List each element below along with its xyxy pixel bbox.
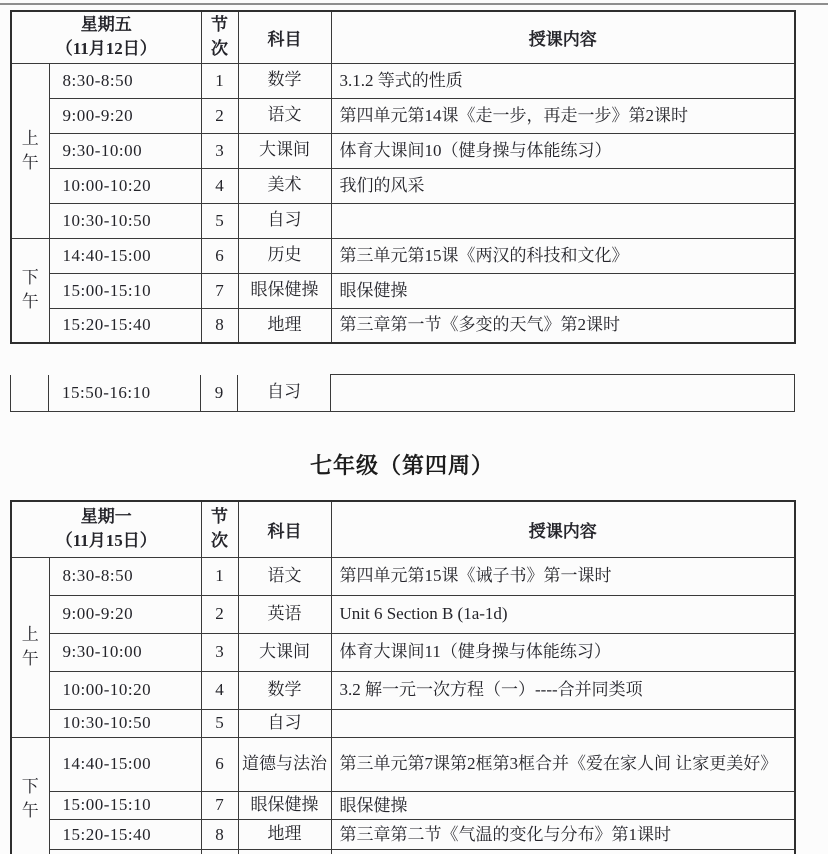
content-cell: 眼保健操 <box>331 273 795 308</box>
day-header <box>11 501 201 557</box>
subject-cell: 眼保健操 <box>238 273 331 308</box>
period-cell <box>201 850 238 854</box>
content-cell: 体育大课间11（健身操与体能练习） <box>331 633 795 671</box>
period-cell: 1 <box>201 63 238 98</box>
period-cell: 5 <box>201 709 238 737</box>
subject-cell: 自习 <box>238 203 331 238</box>
content-cell: 第三单元第7课第2框第3框合并《爱在家人间 让家更美好》 <box>331 737 795 791</box>
day-name: 星期五 <box>80 14 132 34</box>
period-cell: 1 <box>201 557 238 595</box>
period-cell: 8 <box>201 820 238 850</box>
subject-cell: 地理 <box>238 308 331 343</box>
time-cell: 14:40-15:00 <box>49 737 201 791</box>
schedule-row <box>11 238 795 273</box>
time-cell: 15:00-15:10 <box>49 273 201 308</box>
period-header <box>201 501 238 557</box>
schedule-row <box>11 98 795 133</box>
time-cell: 9:30-10:00 <box>49 133 201 168</box>
content-cell <box>331 203 795 238</box>
subject-cell <box>238 850 331 854</box>
time-cell: 10:00-10:20 <box>49 671 201 709</box>
schedule-row <box>11 737 795 791</box>
period-cell: 7 <box>201 791 238 820</box>
schedule-row <box>11 168 795 203</box>
schedule-row <box>11 791 795 820</box>
schedule-row <box>11 203 795 238</box>
page-top-rule <box>0 3 828 5</box>
period-header <box>201 11 238 63</box>
subject-cell: 大课间 <box>238 133 331 168</box>
schedule-row <box>11 633 795 671</box>
content-cell <box>331 375 795 412</box>
schedule-row <box>11 671 795 709</box>
page-title: 七年级（第四周） <box>309 453 494 478</box>
table-header-row <box>11 11 795 63</box>
schedule-row <box>11 595 795 633</box>
subject-cell: 历史 <box>238 238 331 273</box>
time-cell: 15:50-16:10 <box>49 375 201 412</box>
content-cell: 眼保健操 <box>331 791 795 820</box>
time-cell: 14:40-15:00 <box>49 238 201 273</box>
subject-cell: 大课间 <box>238 633 331 671</box>
timetable-monday <box>10 500 796 854</box>
time-cell: 9:00-9:20 <box>49 98 201 133</box>
subject-cell: 自习 <box>238 375 331 412</box>
am-session-label: 上午 <box>11 557 49 737</box>
time-cell: 15:00-15:10 <box>49 791 201 820</box>
am-session-label: 上午 <box>11 63 49 238</box>
period-cell: 3 <box>201 633 238 671</box>
content-cell: Unit 6 Section B (1a-1d) <box>331 595 795 633</box>
content-cell: 第三章第二节《气温的变化与分布》第1课时 <box>331 820 795 850</box>
period-cell: 9 <box>201 375 238 412</box>
schedule-row-clipped <box>11 850 795 854</box>
pm-session-label: 下午 <box>11 238 49 343</box>
subject-cell: 数学 <box>238 63 331 98</box>
content-cell: 第四单元第15课《诫子书》第一课时 <box>331 557 795 595</box>
day-date: （11月15日） <box>55 531 157 551</box>
subject-cell: 英语 <box>238 595 331 633</box>
period-cell: 3 <box>201 133 238 168</box>
period-cell: 5 <box>201 203 238 238</box>
period-cell: 2 <box>201 595 238 633</box>
period-header-label: 节次 <box>210 507 228 551</box>
schedule-row <box>11 63 795 98</box>
content-cell: 我们的风采 <box>331 168 795 203</box>
period-cell: 8 <box>201 308 238 343</box>
period-cell: 6 <box>201 238 238 273</box>
timetable-friday-period9-row <box>10 374 795 412</box>
time-cell: 8:30-8:50 <box>49 557 201 595</box>
schedule-row <box>11 820 795 850</box>
period-cell: 4 <box>201 168 238 203</box>
subject-cell: 道德与法治 <box>238 737 331 791</box>
content-header: 授课内容 <box>331 501 795 557</box>
time-cell: 10:00-10:20 <box>49 168 201 203</box>
period-cell: 7 <box>201 273 238 308</box>
subject-cell: 数学 <box>238 671 331 709</box>
time-cell <box>49 850 201 854</box>
day-name: 星期一 <box>80 506 132 526</box>
content-header: 授课内容 <box>331 11 795 63</box>
time-cell: 8:30-8:50 <box>49 63 201 98</box>
period-cell: 2 <box>201 98 238 133</box>
schedule-row <box>11 375 795 412</box>
timetable-friday <box>10 10 796 344</box>
pm-session-label: 下午 <box>11 737 49 854</box>
content-cell: 第三单元第15课《两汉的科技和文化》 <box>331 238 795 273</box>
period-header-label: 节次 <box>210 15 228 59</box>
schedule-row <box>11 273 795 308</box>
content-cell: 体育大课间10（健身操与体能练习） <box>331 133 795 168</box>
subject-cell: 语文 <box>238 98 331 133</box>
time-cell: 9:00-9:20 <box>49 595 201 633</box>
table-header-row <box>11 501 795 557</box>
content-cell: 3.2 解一元一次方程（一）----合并同类项 <box>331 671 795 709</box>
content-cell: 第三章第一节《多变的天气》第2课时 <box>331 308 795 343</box>
schedule-row <box>11 133 795 168</box>
content-cell <box>331 709 795 737</box>
time-cell: 15:20-15:40 <box>49 820 201 850</box>
subject-header: 科目 <box>238 501 331 557</box>
subject-cell: 眼保健操 <box>238 791 331 820</box>
subject-header: 科目 <box>238 11 331 63</box>
day-date: （11月12日） <box>55 39 157 59</box>
period-cell: 4 <box>201 671 238 709</box>
subject-cell: 语文 <box>238 557 331 595</box>
time-cell: 10:30-10:50 <box>49 709 201 737</box>
subject-cell: 地理 <box>238 820 331 850</box>
time-cell: 9:30-10:00 <box>49 633 201 671</box>
schedule-row <box>11 709 795 737</box>
schedule-row <box>11 557 795 595</box>
subject-cell: 美术 <box>238 168 331 203</box>
period-cell: 6 <box>201 737 238 791</box>
time-cell: 10:30-10:50 <box>49 203 201 238</box>
content-cell: 3.1.2 等式的性质 <box>331 63 795 98</box>
content-cell <box>331 850 795 854</box>
session-cell-empty <box>11 375 49 412</box>
content-cell: 第四单元第14课《走一步，再走一步》第2课时 <box>331 98 795 133</box>
schedule-row <box>11 308 795 343</box>
time-cell: 15:20-15:40 <box>49 308 201 343</box>
day-header <box>11 11 201 63</box>
subject-cell: 自习 <box>238 709 331 737</box>
